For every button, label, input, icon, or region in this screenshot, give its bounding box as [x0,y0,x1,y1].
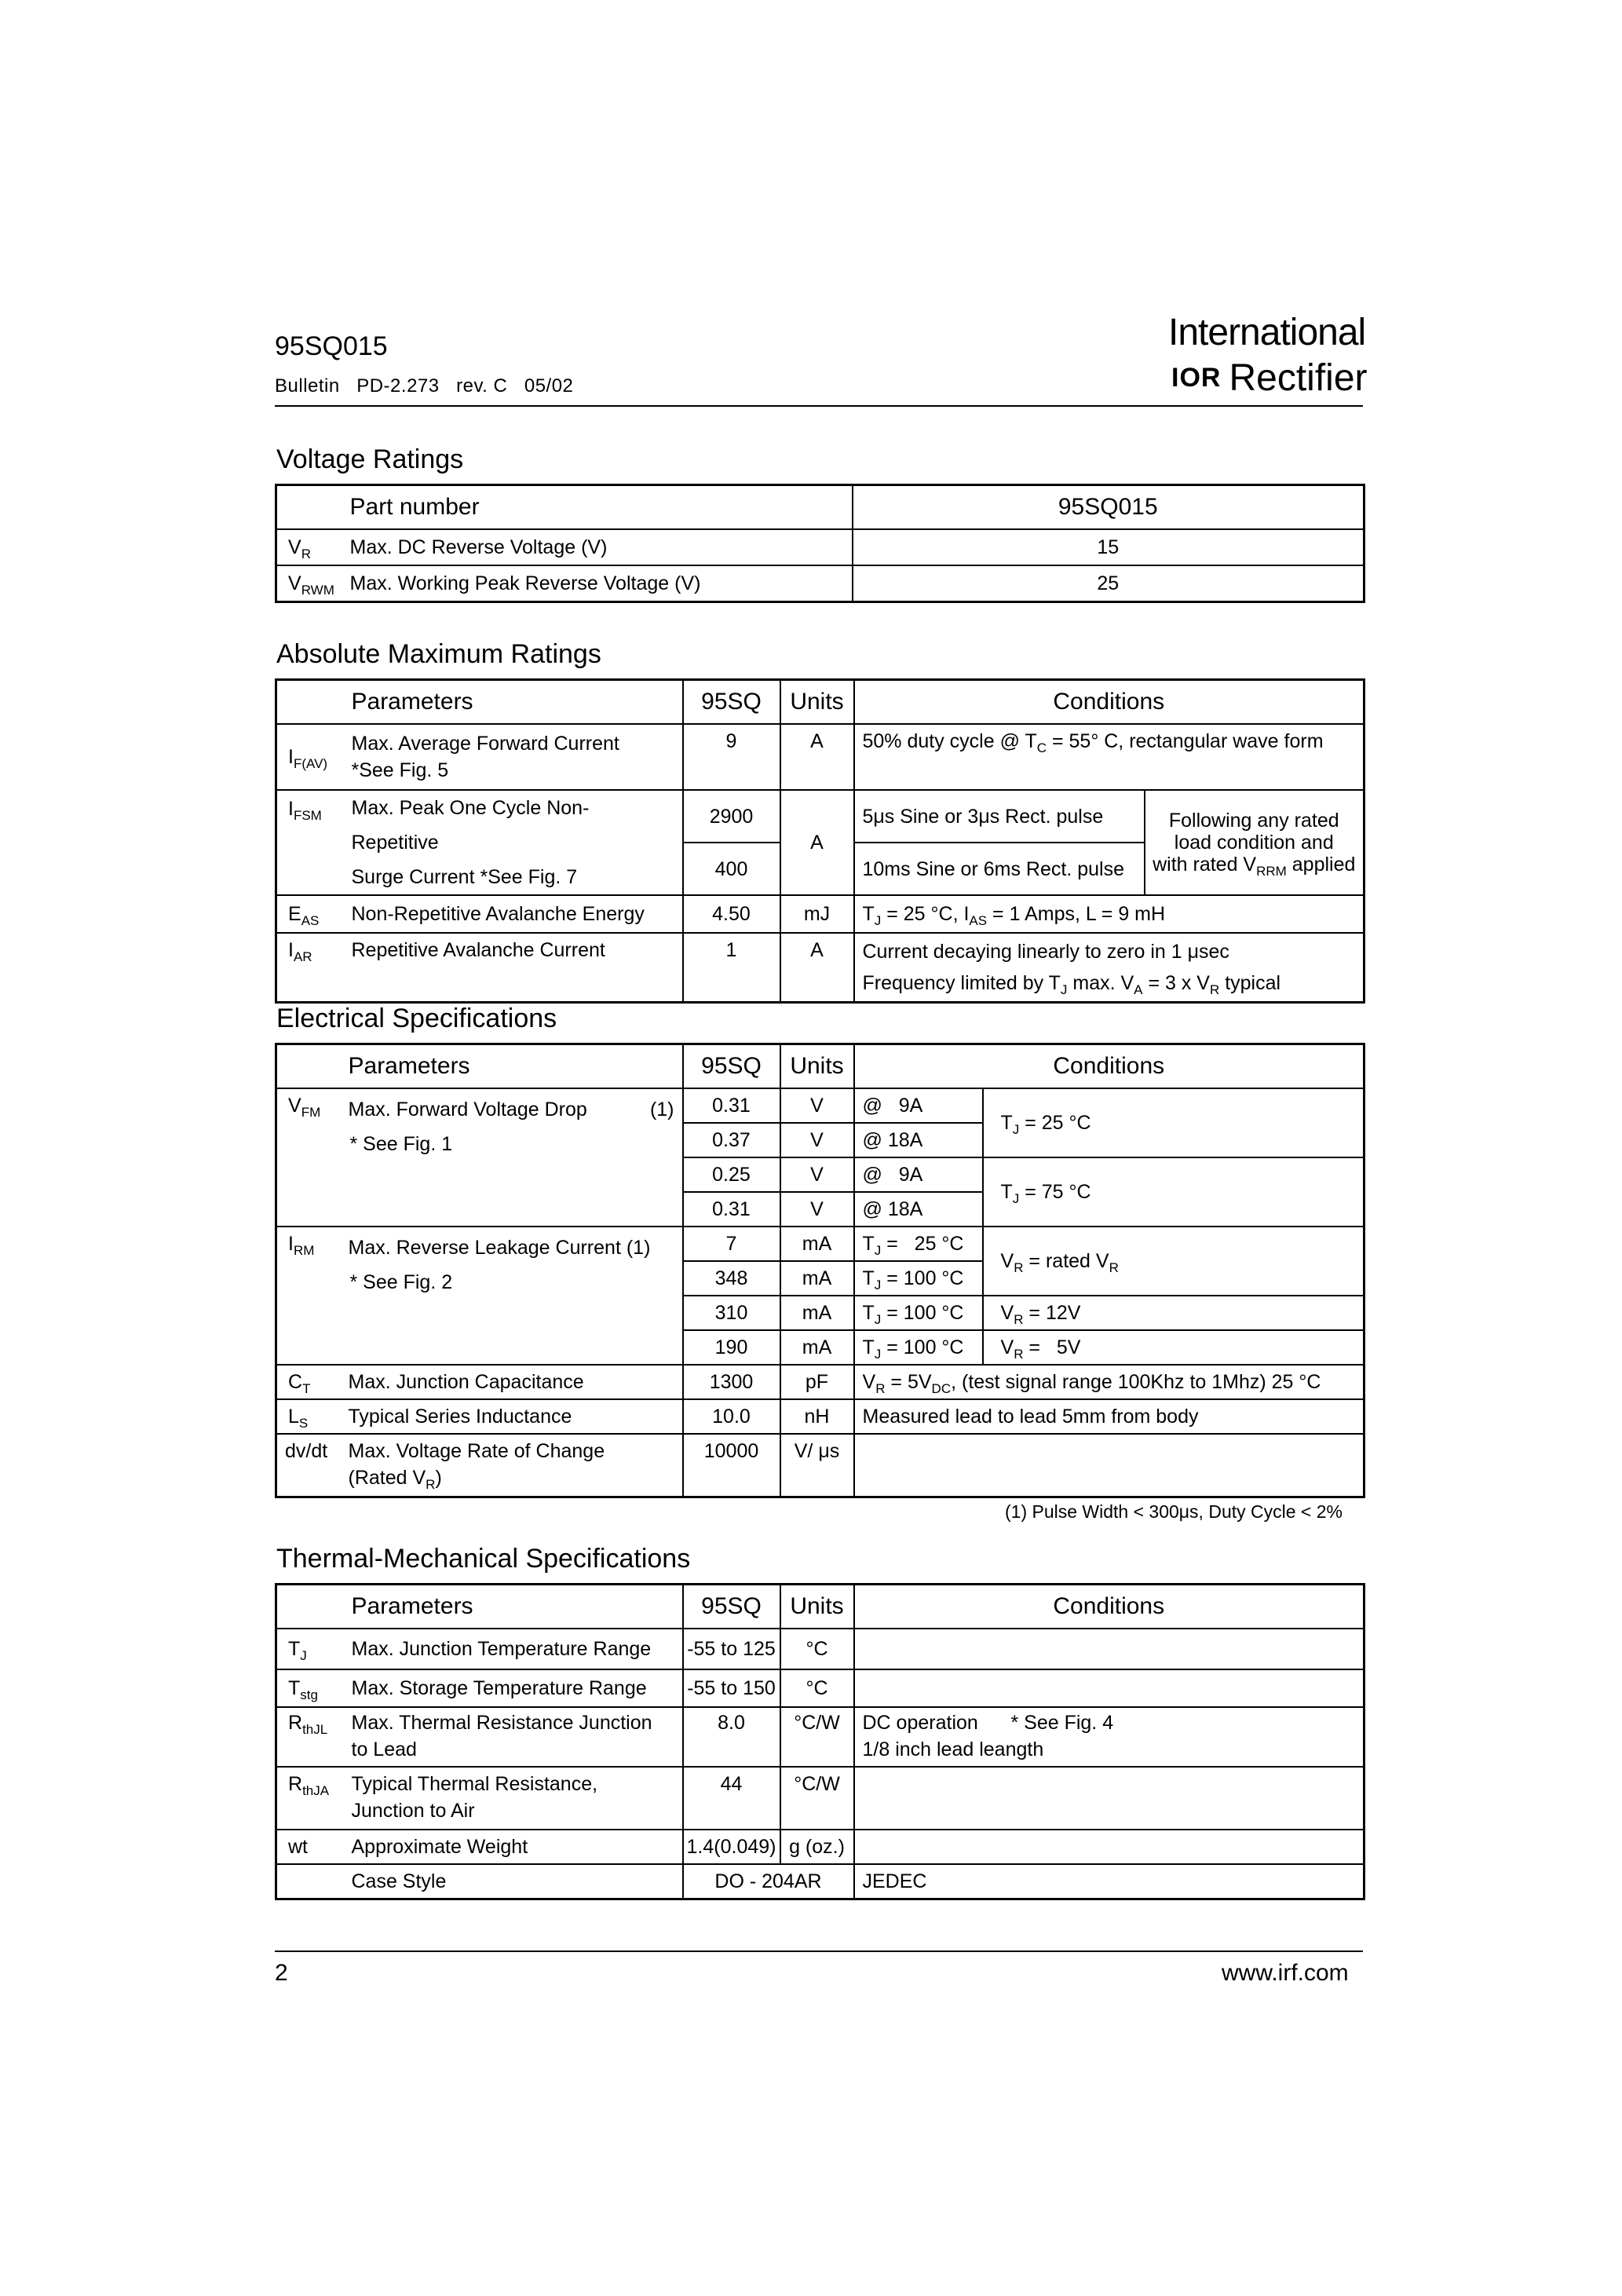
header-value: 95SQ015 [853,485,1364,530]
section-title-abs-max: Absolute Maximum Ratings [276,639,601,669]
conditions-cell: 10ms Sine or 6ms Rect. pulse [854,843,1145,895]
vr-condition: $V_R = 5V$ [983,1330,1364,1365]
symbol-cell: $V_{FM}$ [276,1088,341,1227]
value-cell: 1300 [683,1365,780,1399]
value-cell: 0.37 [683,1123,780,1157]
param-cell: Max. Junction Capacitance [341,1365,683,1399]
conditions-cell: @ 9A [854,1157,983,1192]
conditions-cell: Measured lead to lead 5mm from body [854,1399,1364,1434]
value-cell: 4.50 [683,895,780,933]
units-cell: mA [780,1261,854,1296]
header-param: Parameters [344,1585,683,1629]
page-number: 2 [275,1960,288,1986]
value-cell: 0.31 [683,1088,780,1123]
symbol-cell: $R_{thJA}$ [276,1767,344,1830]
param-cell: Max. Junction Temperature Range [344,1629,683,1669]
symbol-cell: $I_{AR}$ [276,933,344,1002]
header-value: 95SQ [683,1044,780,1089]
table-header-row [276,485,1364,530]
header-param: Parameters [344,680,683,725]
symbol-cell [276,1864,344,1899]
value-cell: 190 [683,1330,780,1365]
header-units: Units [780,1585,854,1629]
units-cell: V [780,1192,854,1227]
footer-rule [275,1951,1363,1952]
value-cell: 1.4(0.049) [683,1830,780,1864]
param-cell: Repetitive Avalanche Current [344,933,683,1002]
conditions-cell: 50% duty cycle @ $T_C = 55^\circ$ C, rectangular wave form [854,724,1364,790]
symbol-cell: wt [276,1830,344,1864]
value-cell: 7 [683,1227,780,1261]
tj-condition: $T_J = 75$ °C [983,1157,1364,1227]
conditions-cell: Current decaying linearly to zero in 1 μsec Frequency limited by $T_J$ max. $V_A = 3$ x $V_R$ typical [854,933,1364,1002]
symbol-cell: $I_{RM}$ [276,1227,341,1365]
section-title-electrical: Electrical Specifications [276,1004,557,1033]
symbol-cell: $C_T$ [276,1365,341,1399]
param-cell: Max. DC Reverse Voltage (V) [342,529,853,565]
value-cell: 9 [683,724,780,790]
header-rule [275,405,1363,407]
units-cell: °C/W [780,1707,854,1767]
units-cell: °C [780,1629,854,1669]
table-row [276,790,1364,843]
vr-condition: $V_R = 12V$ [983,1296,1364,1330]
units-cell: V [780,1123,854,1157]
conditions-cell [854,1830,1364,1864]
symbol-cell: $T_J$ [276,1629,344,1669]
table-row [276,1864,1364,1899]
table-row [276,933,1364,1002]
table-row [276,1629,1364,1669]
table-row [276,1669,1364,1707]
value-cell: 0.25 [683,1157,780,1192]
absolute-max-table [275,678,1365,1004]
conditions-cell: @ 18A [854,1192,983,1227]
value-cell: 44 [683,1767,780,1830]
header-value: 95SQ [683,680,780,725]
value-cell: DO - 204AR [683,1864,854,1899]
param-cell: Max. Thermal Resistance Junction to Lead [344,1707,683,1767]
units-cell: pF [780,1365,854,1399]
units-cell: mJ [780,895,854,933]
header-value: 95SQ [683,1585,780,1629]
value-cell: 400 [683,843,780,895]
units-cell: °C/W [780,1767,854,1830]
param-cell: Max. Voltage Rate of Change (Rated $V_R$) [341,1434,683,1497]
value-cell: 310 [683,1296,780,1330]
conditions-cell [854,1629,1364,1669]
symbol-cell: $E_{AS}$ [276,895,344,933]
param-cell: Non-Repetitive Avalanche Energy [344,895,683,933]
bulletin-line: Bulletin PD-2.273 rev. C 05/02 [275,375,574,397]
table-row [276,1434,1364,1497]
table-header-row [276,1585,1364,1629]
header-units: Units [780,1044,854,1089]
table-header-row [276,680,1364,725]
symbol-cell: $V_R$ [276,529,342,565]
header-units: Units [780,680,854,725]
header-conditions: Conditions [854,1585,1364,1629]
table-row [276,724,1364,790]
header-param: Part number [342,485,853,530]
logo-international: International [1168,312,1366,353]
header-param: Parameters [341,1044,683,1089]
units-cell: mA [780,1296,854,1330]
voltage-ratings-table [275,484,1365,603]
section-title-thermal: Thermal-Mechanical Specifications [276,1544,691,1574]
units-cell: A [780,933,854,1002]
value-cell: -55 to 150 [683,1669,780,1707]
param-cell: Max. Storage Temperature Range [344,1669,683,1707]
units-cell: A [780,724,854,790]
value-cell: 348 [683,1261,780,1296]
table-row [276,1707,1364,1767]
value-cell: 15 [853,529,1364,565]
units-cell: nH [780,1399,854,1434]
tj-condition: $T_J = 25$ °C [983,1088,1364,1157]
table-row [276,565,1364,601]
table-row [276,1088,1364,1123]
units-cell: °C [780,1669,854,1707]
symbol-cell: $I_{F(AV)}$ [276,724,344,790]
param-cell: Max. Working Peak Reverse Voltage (V) [342,565,853,601]
conditions-cell: $T_J = 25$ °C [854,1227,983,1261]
param-cell: Approximate Weight [344,1830,683,1864]
value-cell: 1 [683,933,780,1002]
logo-rectifier: Rectifier [1229,357,1368,399]
conditions-cell: DC operation * See Fig. 4 1/8 inch lead leangth [854,1707,1364,1767]
conditions-cell: $V_R = 5V_{DC}$, (test signal range 100Khz to 1Mhz) 25 °C [854,1365,1364,1399]
units-cell: V [780,1088,854,1123]
conditions-cell: $T_J = 25$ °C, $I_{AS} = 1$ Amps, L = 9 mH [854,895,1364,933]
param-cell: Typical Series Inductance [341,1399,683,1434]
part-number-heading: 95SQ015 [275,331,388,361]
conditions-cell: JEDEC [854,1864,1364,1899]
value-cell: 10.0 [683,1399,780,1434]
section-title-voltage: Voltage Ratings [276,444,464,474]
conditions-cell [854,1669,1364,1707]
table-row [276,1399,1364,1434]
conditions-cell: $T_J = 100$ °C [854,1296,983,1330]
conditions-cell: $T_J = 100$ °C [854,1330,983,1365]
vr-condition: $V_R$ = rated $V_R$ [983,1227,1364,1296]
symbol-cell: $L_S$ [276,1399,341,1434]
header-conditions: Conditions [854,680,1364,725]
param-cell: Max. Reverse Leakage Current (1) * See Fig. 2 [341,1227,683,1365]
header-conditions: Conditions [854,1044,1364,1089]
table-row [276,1767,1364,1830]
conditions-cell: @ 18A [854,1123,983,1157]
table-row [276,1227,1364,1261]
param-cell: Max. Forward Voltage Drop (1) * See Fig. 1 [341,1088,683,1227]
table-row [276,1365,1364,1399]
symbol-cell: $R_{thJL}$ [276,1707,344,1767]
param-cell: Max. Average Forward Current *See Fig. 5 [344,724,683,790]
symbol-cell: $I_{FSM}$ [276,790,344,895]
conditions-cell [854,1434,1364,1497]
pulse-footnote: (1) Pulse Width < 300μs, Duty Cycle < 2% [1005,1501,1343,1522]
units-cell: V/ μs [780,1434,854,1497]
table-row [276,529,1364,565]
conditions-cell: $T_J = 100$ °C [854,1261,983,1296]
units-cell: A [780,790,854,895]
value-cell: 25 [853,565,1364,601]
value-cell: -55 to 125 [683,1629,780,1669]
table-row [276,1830,1364,1864]
units-cell: g (oz.) [780,1830,854,1864]
logo [1171,356,1368,400]
units-cell: mA [780,1330,854,1365]
param-cell: Case Style [344,1864,683,1899]
value-cell: 0.31 [683,1192,780,1227]
logo-ior-mark: IOR [1171,363,1222,393]
website-url: www.irf.com [1222,1960,1349,1986]
conditions-note: Following any rated load condition and with rated $V_{RRM}$ applied [1145,790,1364,895]
value-cell: 10000 [683,1434,780,1497]
table-row [276,895,1364,933]
value-cell: 2900 [683,790,780,843]
conditions-cell: @ 9A [854,1088,983,1123]
units-cell: V [780,1157,854,1192]
value-cell: 8.0 [683,1707,780,1767]
electrical-table [275,1043,1365,1498]
param-cell: Max. Peak One Cycle Non-Repetitive Surge Current *See Fig. 7 [344,790,683,895]
thermal-table [275,1583,1365,1900]
param-cell: Typical Thermal Resistance, Junction to Air [344,1767,683,1830]
table-header-row [276,1044,1364,1089]
header-sym [276,485,342,530]
symbol-cell: $T_{stg}$ [276,1669,344,1707]
conditions-cell [854,1767,1364,1830]
units-cell: mA [780,1227,854,1261]
symbol-cell: $V_{RWM}$ [276,565,342,601]
symbol-cell: dv/dt [276,1434,341,1497]
conditions-cell: 5μs Sine or 3μs Rect. pulse [854,790,1145,843]
